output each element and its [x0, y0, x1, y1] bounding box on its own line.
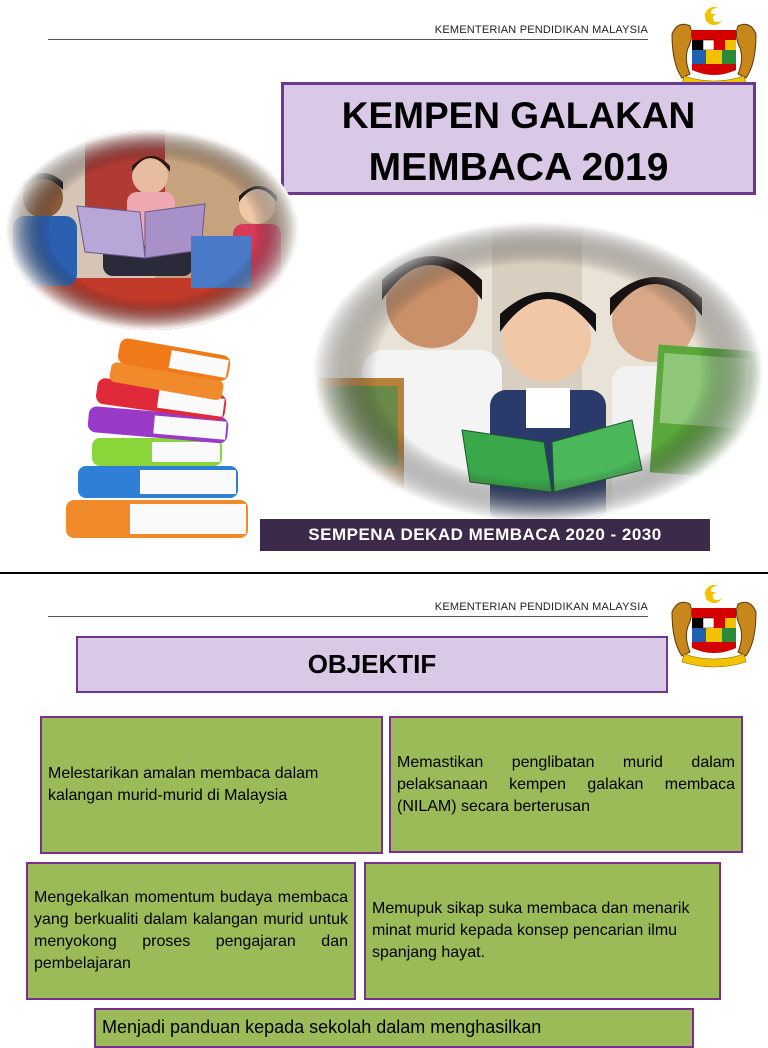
objective-card-5 — [94, 1008, 694, 1048]
objective-text-2: Memastikan penglibatan murid dalam pelaksanaan kempen galakan membaca (NILAM) secara berterusan — [397, 753, 735, 815]
objective-card-2 — [389, 716, 743, 853]
objectives-title-box — [76, 636, 668, 693]
malaysia-coat-of-arms-icon — [666, 4, 762, 92]
ministry-label: KEMENTERIAN PENDIDIKAN MALAYSIA — [434, 24, 648, 36]
girls-reading-photo — [312, 220, 764, 525]
ministry-label: KEMENTERIAN PENDIDIKAN MALAYSIA — [434, 601, 648, 613]
title-line-2: MEMBACA 2019 — [368, 146, 669, 189]
objective-card-1 — [40, 716, 383, 854]
objective-card-3 — [26, 862, 356, 1000]
objective-text-3: Mengekalkan momentum budaya membaca yang berkualiti dalam kalangan murid untuk menyokong proses pengajaran dan pembelajaran — [34, 889, 348, 972]
title-box — [281, 82, 756, 195]
objective-text-5: Menjadi panduan kepada sekolah dalam menghasilkan — [102, 1017, 542, 1037]
header-rule — [48, 39, 648, 40]
objectives-title: OBJEKTIF — [307, 649, 437, 679]
decade-banner: SEMPENA DEKAD MEMBACA 2020 - 2030 — [260, 519, 710, 551]
title-line-1: KEMPEN GALAKAN — [341, 95, 696, 136]
slide-objectives — [0, 576, 768, 1037]
children-reading-photo — [5, 128, 300, 333]
malaysia-coat-of-arms-icon — [666, 582, 762, 670]
header-rule — [48, 616, 648, 617]
objective-card-4 — [364, 862, 721, 1000]
objective-text-4: Memupuk sikap suka membaca dan menarik minat murid kepada konsep pencarian ilmu spanjang hayat. — [372, 900, 690, 961]
stack-of-books-image — [60, 340, 260, 550]
objective-text-1: Melestarikan amalan membaca dalam kalangan murid-murid di Malaysia — [48, 765, 319, 804]
